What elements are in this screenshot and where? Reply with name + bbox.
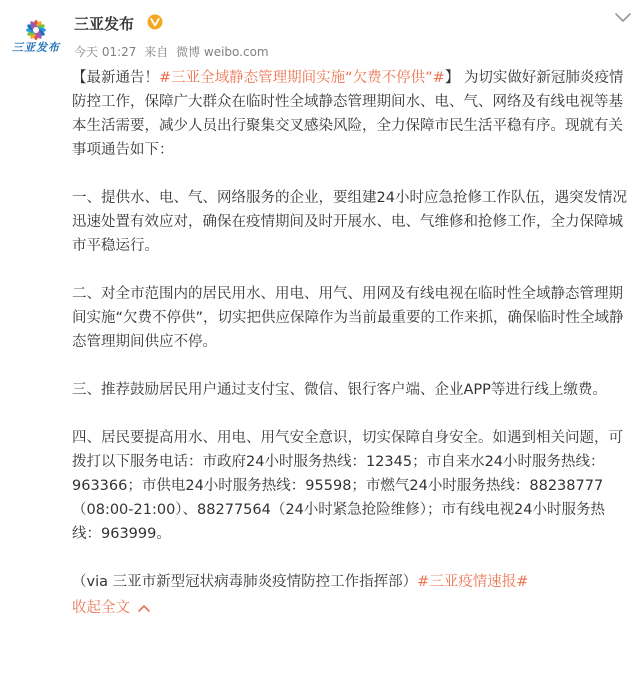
collapse-button[interactable] — [72, 596, 150, 620]
avatar-logo-text: 三亚发布 — [12, 41, 60, 54]
avatar[interactable] — [10, 10, 62, 62]
account-name[interactable]: 三亚发布 — [74, 15, 135, 33]
sanya-logo-icon — [19, 18, 53, 42]
lead-bracket-close: 】 — [444, 70, 460, 86]
source-link[interactable]: 微博 weibo.com — [176, 45, 269, 59]
intro-text: 为切实做好新冠肺炎疫情防控工作，保障广大群众在临时性全域静态管理期间水、电、气、网络及有线电视等基本生活需要，减少人员出行聚集交叉感染风险，全力保障市民生活平稳有序。现就有关事项通告如下： — [72, 70, 624, 158]
post-meta — [74, 43, 273, 60]
post-time: 今天 01:27 — [74, 45, 137, 59]
post-body — [72, 66, 630, 620]
post-intro — [72, 66, 630, 162]
via-text: （via 三亚市新型冠状病毒肺炎疫情防控工作指挥部） — [72, 574, 418, 590]
item-4: 四、居民要提高用水、用电、用气安全意识，切实保障自身安全。如遇到相关问题，可拨打以下服务电话：市政府24小时服务热线：12345；市自来水24小时服务热线：963366；市供电24小时服务热线：95598；市燃气24小时服务热线：88238777（08:00-21:00）、88277564（24小时紧急抢险维修）；市有线电视24小时服务热线：963999。 — [72, 430, 623, 542]
item-2: 二、对全市范围内的居民用水、用电、用气、用网及有线电视在临时性全域静态管理期间实施“欠费不停供”，切实把供应保障作为当前最重要的工作来抓，确保临时性全域静态管理期间供应不停。 — [72, 286, 624, 350]
via-line — [72, 570, 630, 594]
source-prefix: 来自 — [144, 45, 169, 59]
chevron-down-icon[interactable] — [614, 12, 632, 24]
topic-tag-2[interactable]: #三亚疫情速报# — [417, 574, 529, 590]
item-1: 一、提供水、电、气、网络服务的企业，要组建24小时应急抢修工作队伍，遇突发情况迅速处置有效应对，确保在疫情期间及时开展水、电、气维修和抢修工作，全力保障城市平稳运行。 — [72, 190, 627, 254]
collapse-label: 收起全文 — [72, 600, 130, 616]
chevron-up-icon — [138, 604, 150, 612]
item-3: 三、推荐鼓励居民用户通过支付宝、微信、银行客户端、企业APP等进行线上缴费。 — [72, 382, 607, 398]
topic-tag[interactable]: #三亚全域静态管理期间实施“欠费不停供”# — [159, 70, 445, 86]
verified-icon — [147, 14, 163, 30]
lead-bracket-open: 【最新通告！ — [72, 70, 159, 86]
